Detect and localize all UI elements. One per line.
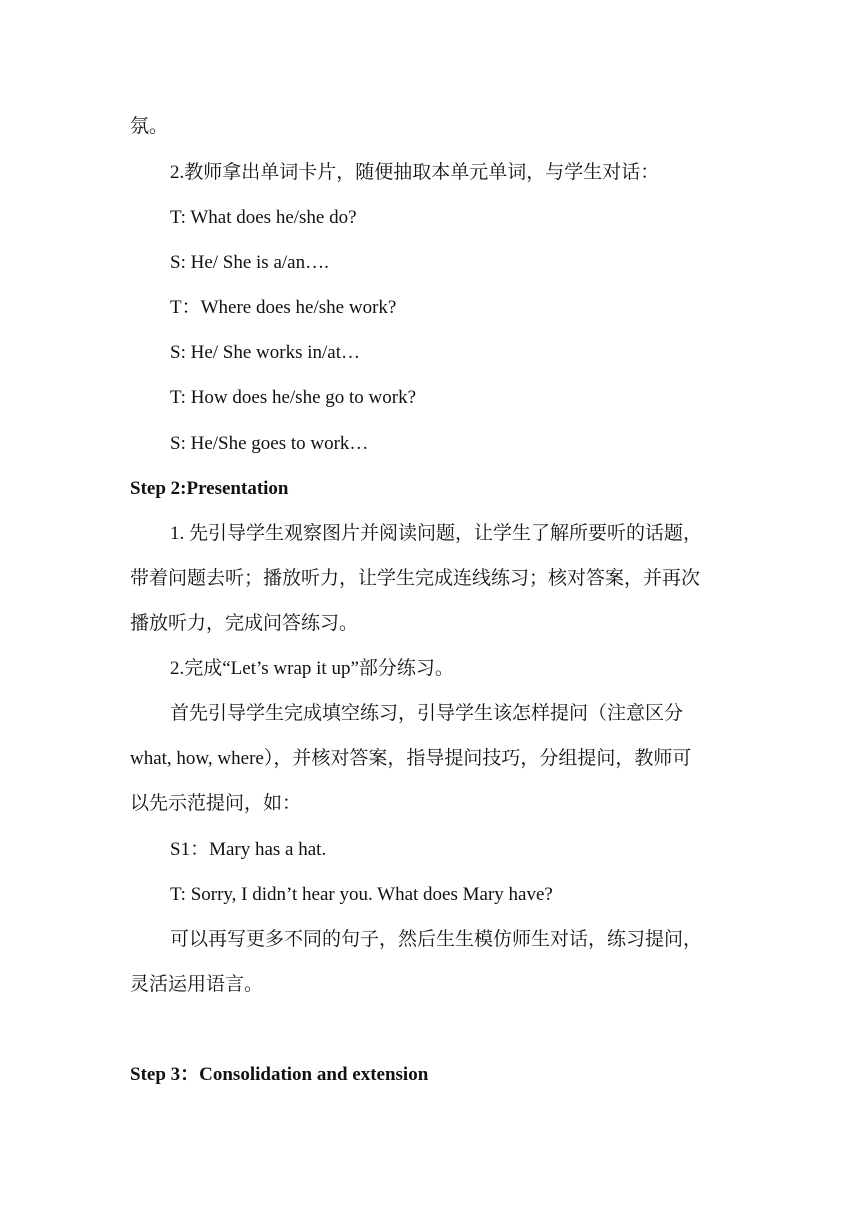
paragraph-line: 可以再写更多不同的句子，然后生生模仿师生对话，练习提问， bbox=[170, 929, 703, 950]
paragraph-line: 1. 先引导学生观察图片并阅读问题，让学生了解所要听的话题， bbox=[170, 523, 703, 544]
dialogue-line: T: Sorry, I didn’t hear you. What does Mary have? bbox=[170, 884, 553, 905]
dialogue-line: S: He/She goes to work… bbox=[170, 433, 369, 454]
dialogue-line: S: He/ She is a/an…. bbox=[170, 252, 329, 273]
paragraph-line: what, how, where），并核对答案，指导提问技巧，分组提问，教师可 bbox=[130, 748, 692, 769]
paragraph-line: 带着问题去听；播放听力，让学生完成连线练习；核对答案，并再次 bbox=[130, 568, 701, 589]
paragraph-line: 播放听力，完成问答练习。 bbox=[130, 613, 359, 634]
section-heading-step-3: Step 3：Consolidation and extension bbox=[130, 1064, 429, 1085]
text-line-instruction-2: 2.教师拿出单词卡片，随便抽取本单元单词，与学生对话： bbox=[170, 162, 660, 183]
dialogue-line: T: How does he/she go to work? bbox=[170, 387, 417, 408]
text-line-continuation: 氛。 bbox=[130, 116, 169, 137]
dialogue-line: T: What does he/she do? bbox=[170, 207, 357, 228]
dialogue-line: T：Where does he/she work? bbox=[170, 297, 397, 318]
paragraph-line: 2.完成“Let’s wrap it up”部分练习。 bbox=[170, 658, 454, 679]
dialogue-line: S1：Mary has a hat. bbox=[170, 839, 327, 860]
paragraph-line: 灵活运用语言。 bbox=[130, 974, 264, 995]
dialogue-line: S: He/ She works in/at… bbox=[170, 342, 360, 363]
paragraph-line: 以先示范提问，如： bbox=[130, 793, 302, 814]
section-heading-step-2: Step 2:Presentation bbox=[130, 478, 289, 499]
paragraph-line: 首先引导学生完成填空练习，引导学生该怎样提问（注意区分 bbox=[170, 703, 684, 724]
